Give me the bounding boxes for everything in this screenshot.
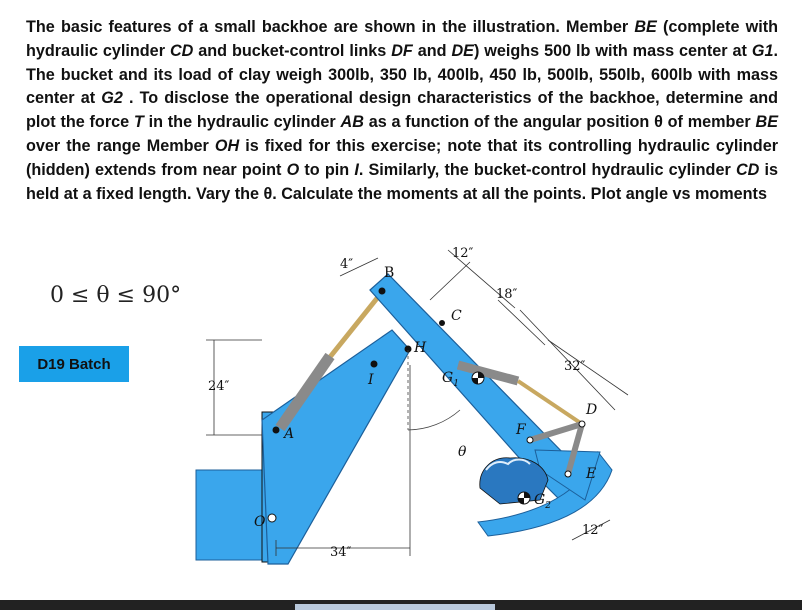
problem-text: . The bucket and its load of clay weigh 300lb, 350 lb, 400lb, 450 lb, 500lb, 550lb, 600lb with mass center at [26, 41, 778, 108]
pin-i [371, 361, 378, 368]
pin-b [379, 288, 386, 295]
problem-text: is fixed for this exercise; note that its controlling hydraulic cylinder (hidden) extends from near point [26, 136, 778, 179]
problem-text: ) weighs 500 lb with mass center at [473, 41, 752, 60]
force-t: T [133, 113, 144, 132]
problem-text: . Similarly, the bucket-control hydraulic cylinder [358, 160, 736, 179]
label-a: A [284, 426, 295, 442]
dim-18: 18″ [496, 287, 518, 302]
problem-text: The basic features of a small backhoe are shown in the illustration. Member [26, 18, 635, 36]
problem-text: in the hydraulic cylinder [143, 113, 341, 132]
label-h: H [414, 340, 427, 356]
point-o: O [286, 160, 300, 179]
dim-24: 24″ [208, 379, 230, 394]
problem-text: over the range Member [26, 136, 215, 155]
g1-marker-icon [472, 372, 484, 384]
pin-a [273, 427, 280, 434]
member-oh: OH [214, 136, 240, 155]
member-be: BE [755, 113, 778, 132]
dim-4: 4″ [340, 257, 354, 272]
label-d: D [586, 402, 598, 418]
pin-e [565, 471, 571, 477]
problem-text: as a function of the angular position θ of member [363, 113, 756, 132]
label-c: C [451, 308, 462, 324]
pin-o [268, 514, 276, 522]
pin-d [579, 421, 585, 427]
pin-c [439, 320, 445, 326]
cylinder-ab: AB [340, 113, 364, 132]
cylinder-cd: CD [735, 160, 760, 179]
label-b: B [384, 265, 395, 281]
label-g1: $G_1$ [442, 370, 459, 389]
label-theta: θ [458, 444, 467, 460]
g2-marker-icon [518, 492, 530, 504]
mass-center-g1: G1 [751, 41, 774, 60]
problem-text: to pin [299, 160, 355, 179]
mass-center-g2: G2 [101, 89, 123, 108]
bottom-tab [295, 604, 495, 610]
member-be: BE [634, 18, 657, 36]
label-g2: $G_2$ [534, 492, 551, 511]
bottom-bar [0, 600, 802, 610]
link-de: DE [451, 41, 474, 60]
problem-text: and [412, 41, 452, 60]
dim-12-top: 12″ [452, 246, 474, 261]
pin-i: I [354, 160, 359, 179]
problem-text: is held at a fixed length. Vary the θ. Calculate the moments at all the points. Plot angle vs moments [26, 160, 779, 203]
boom-oh [262, 330, 410, 564]
label-i: I [368, 372, 374, 388]
theta-arc [408, 410, 460, 430]
label-o: O [254, 514, 266, 530]
base-block [196, 414, 264, 560]
dim-32: 32″ [564, 359, 586, 374]
label-e: E [586, 466, 597, 482]
dim-12-bottom: 12″ [582, 523, 604, 538]
batch-label: D19 Batch [19, 346, 129, 382]
problem-text: and bucket-control links [193, 41, 392, 60]
label-f: F [516, 422, 526, 438]
dim-34: 34″ [330, 545, 352, 560]
pin-f [527, 437, 533, 443]
problem-text: . To disclose the operational design characteristics of the backhoe, determine and plot the force [26, 89, 778, 132]
theta-range: 0 ≤ θ ≤ 90° [50, 283, 182, 308]
cylinder-cd: CD [169, 41, 194, 60]
problem-text: (complete with hydraulic cylinder [26, 18, 778, 60]
link-df: DF [391, 41, 413, 60]
